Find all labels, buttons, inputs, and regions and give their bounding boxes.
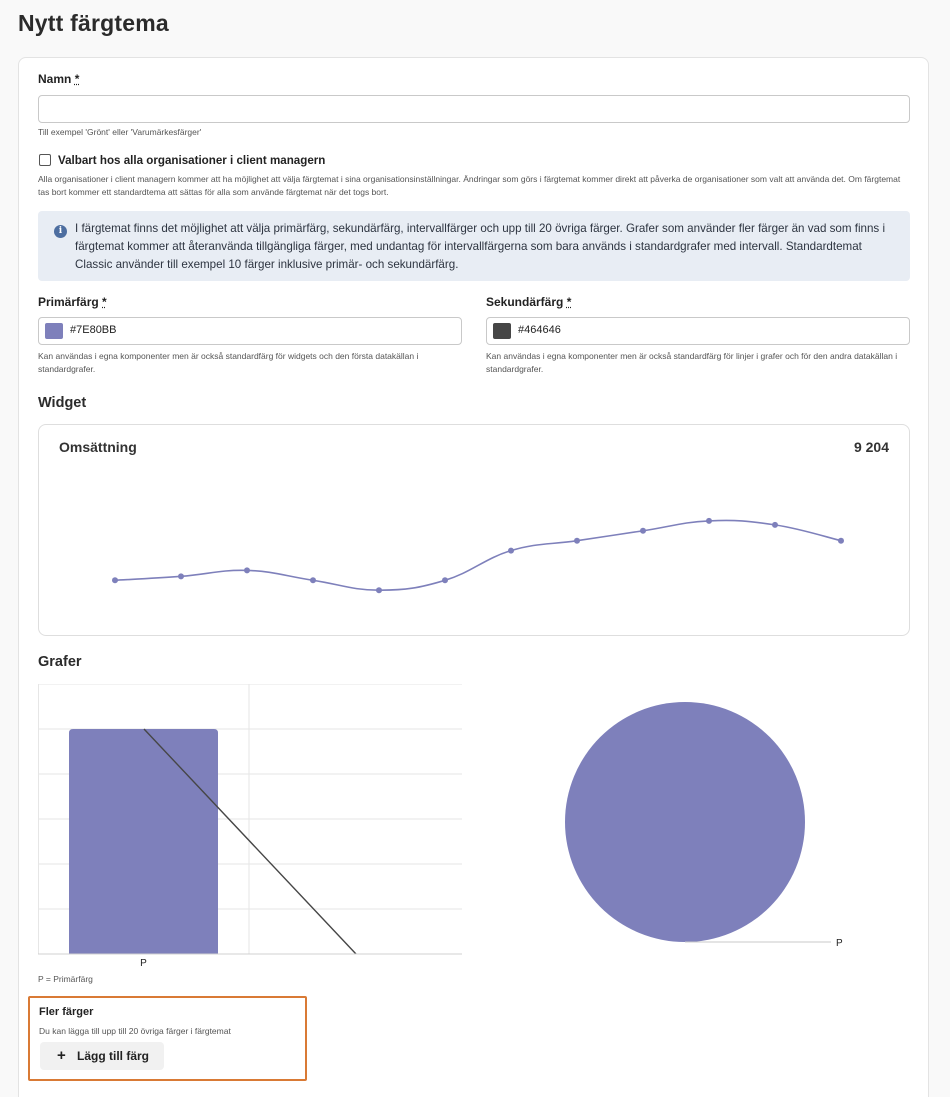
name-label: Namn * — [38, 72, 80, 86]
line-point-12 — [838, 538, 844, 544]
pie-slice-P — [565, 702, 805, 942]
line-point-9 — [640, 528, 646, 534]
more-colors-hint: Du kan lägga till upp till 20 övriga färger i färgtemat — [39, 1026, 231, 1036]
line-point-7 — [508, 548, 514, 554]
theme-form-card — [18, 57, 929, 1097]
widget-section-title: Widget — [38, 395, 87, 411]
primary-color-value: #7E80BB — [70, 324, 117, 336]
plus-icon: + — [57, 1047, 66, 1064]
selectable-checkbox[interactable] — [39, 154, 51, 166]
secondary-color-swatch[interactable] — [493, 323, 511, 339]
line-point-2 — [178, 573, 184, 579]
widget-value: 9 204 — [853, 439, 889, 455]
bar-chart — [38, 684, 462, 969]
bar-P — [69, 729, 218, 954]
line-point-3 — [244, 567, 250, 573]
primary-color-swatch[interactable] — [45, 323, 63, 339]
page-title: Nytt färgtema — [18, 10, 169, 36]
line-point-10 — [706, 518, 712, 524]
pie-label: P — [836, 938, 843, 949]
selectable-hint: Alla organisationer i client managern kommer att ha möjlighet att välja färgtemat i sina organisationsinställningar. Ändringar som görs i färgtemat kommer direkt att påverka de organisationer som valt att använda det. Om färgtemat tas bort kommer ett standardtema att sättas för alla som använde färgtemat när det togs bort. — [38, 174, 901, 197]
name-hint: Till exempel 'Grönt' eller 'Varumärkesfärger' — [38, 127, 202, 137]
x-tick-label: P — [140, 958, 147, 969]
widget-preview — [38, 424, 910, 636]
line-point-8 — [574, 538, 580, 544]
required-mark: * — [102, 295, 107, 309]
required-mark: * — [74, 72, 80, 86]
secondary-color-label: Sekundärfärg * — [486, 295, 572, 309]
line-point-5 — [376, 587, 382, 593]
secondary-color-value: #464646 — [518, 324, 561, 336]
secondary-color-input[interactable] — [486, 317, 910, 345]
primary-color-label: Primärfärg * — [38, 295, 107, 309]
line-point-4 — [310, 577, 316, 583]
primary-color-input[interactable] — [38, 317, 462, 345]
selectable-label[interactable]: Valbart hos alla organisationer i client managern — [58, 154, 326, 167]
widget-title: Omsättning — [59, 439, 137, 455]
primary-color-hint: Kan användas i egna komponenter men är också standardfärg för widgets och den första datakällan i standardgrafer. — [38, 351, 419, 374]
secondary-color-hint: Kan användas i egna komponenter men är också standardfärg för linjer i grafer och för den andra datakällan i standardgrafer. — [486, 351, 898, 374]
legend-note: P = Primärfärg — [38, 974, 93, 984]
info-icon: i — [54, 225, 67, 238]
name-input[interactable] — [38, 95, 910, 123]
required-mark: * — [566, 295, 572, 309]
more-colors-section — [28, 996, 307, 1081]
line-series — [115, 520, 841, 590]
info-box — [38, 211, 910, 281]
line-point-6 — [442, 577, 448, 583]
add-color-label: Lägg till färg — [77, 1049, 149, 1063]
info-text: I färgtemat finns det möjlighet att välja primärfärg, sekundärfärg, intervallfärger och upp till 20 övriga färger. Grafer som använder fler färger än vad som finns i färgtemat kommer att återanvända tillgängliga färger, med undantag för intervallfärgerna som bara används i standardgrafer med intervall. Standardtemat Classic använder till exempel 10 färger inklusive primär- och sekundärfärg. — [75, 222, 886, 271]
line-point-1 — [112, 577, 118, 583]
pie-chart — [549, 684, 889, 954]
add-color-button[interactable] — [40, 1042, 164, 1070]
more-colors-title: Fler färger — [39, 1006, 94, 1018]
charts-section-title: Grafer — [38, 654, 82, 670]
widget-line-chart — [39, 425, 911, 637]
line-point-11 — [772, 522, 778, 528]
